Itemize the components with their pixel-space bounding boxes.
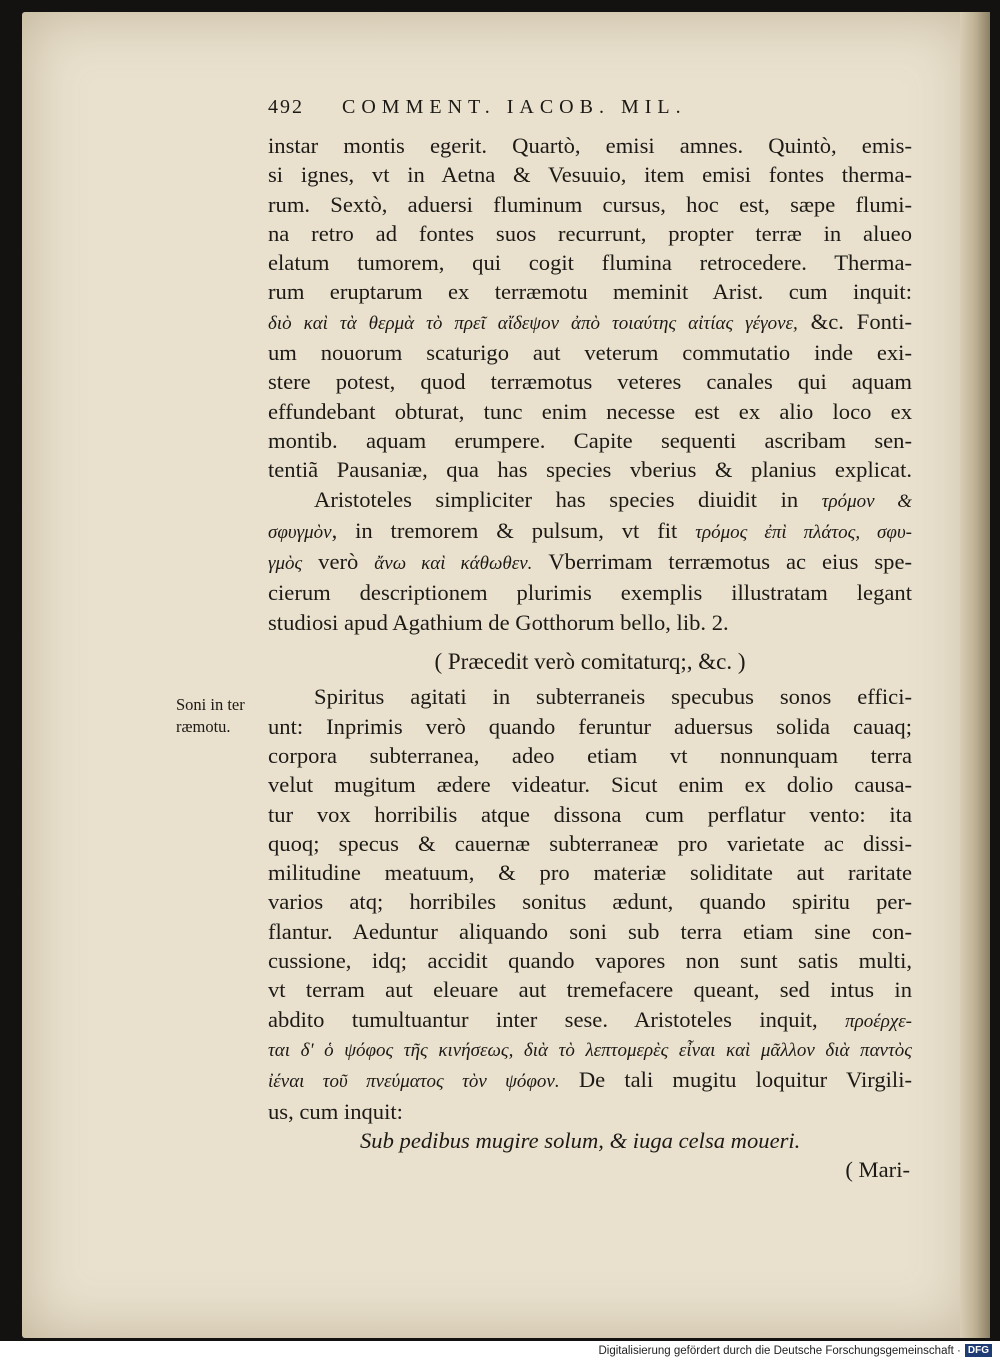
greek-quote: γμὸς xyxy=(268,553,303,575)
digitization-footer xyxy=(0,1341,1000,1362)
text-line: si ignes, vt in Aetna & Vesuuio, item emisi fontes therma- xyxy=(268,162,912,188)
text-line: corpora subterranea, adeo etiam vt nonnunquam terra xyxy=(268,742,912,768)
text-line: cierum descriptionem plurimis exemplis illustratam legant xyxy=(268,580,912,606)
text-line: studiosi apud Agathium de Gotthorum bello, lib. 2. xyxy=(268,609,729,635)
running-head xyxy=(268,96,828,119)
text-line: flantur. Aeduntur aliquando soni sub terra etiam sine con- xyxy=(268,918,912,944)
text-fragment: verò xyxy=(302,549,359,575)
text-line: rum. Sextò, aduersi fluminum cursus, hoc est, sæpe flumi- xyxy=(268,191,912,217)
greek-quote: τρόμον & xyxy=(821,490,912,512)
verse-quote: Sub pedibus mugire solum, & iuga celsa moueri. xyxy=(360,1127,801,1153)
greek-quote: διὸ καὶ τὰ θερμὰ τὸ πρεῖ αἴδεψον ἀπὸ τοιαύτης αἰτίας γέγονε, xyxy=(268,312,798,334)
text-line: elatum tumorem, qui cogit flumina retrocedere. Therma- xyxy=(268,250,912,276)
running-head-title: COMMENT. IACOB. MIL. xyxy=(342,96,687,118)
marginal-note xyxy=(176,694,276,738)
text-line: Spiritus agitati in subterraneis specubus sonos effici- xyxy=(314,684,912,710)
text-line: cussione, idq; accidit quando vapores non sunt satis multi, xyxy=(268,948,912,974)
text-fragment: De tali mugitu loquitur Virgili- xyxy=(559,1067,912,1093)
text-line: vt terram aut eleuare aut tremefacere queant, sed intus in xyxy=(268,977,912,1003)
text-line: um nouorum scaturigo aut veterum commutatio inde exi- xyxy=(268,340,912,366)
section-heading: ( Præcedit verò comitaturq;, &c. ) xyxy=(434,649,746,675)
text-fragment: , in tremorem & pulsum, vt fit xyxy=(331,517,678,543)
text-line: na retro ad fontes suos recurrunt, propter terræ in alueo xyxy=(268,220,912,246)
text-fragment: Aristoteles simpliciter has species diuidit in xyxy=(314,486,799,512)
footer-text: Digitalisierung gefördert durch die Deutsche Forschungsgemeinschaft · xyxy=(598,1345,961,1357)
text-fragment: Vberrimam terræmotus ac eius spe- xyxy=(532,549,913,575)
text-line: tentiã Pausaniæ, qua has species vberius & planius explicat. xyxy=(268,457,912,483)
text-line xyxy=(268,547,912,578)
text-line: us, cum inquit: xyxy=(268,1098,403,1124)
text-line: rum eruptarum ex terræmotu meminit Arist. cum inquit: xyxy=(268,279,912,305)
greek-quote: σφυγμὸν xyxy=(268,521,332,543)
text-line: instar montis egerit. Quartò, emisi amnes. Quintò, emis- xyxy=(268,133,912,158)
text-fragment: &c. Fonti- xyxy=(797,308,912,334)
text-line: quoq; specus & cauernæ subterraneæ pro varietate ac dissi- xyxy=(268,830,912,856)
text-line: effundebant obturat, tunc enim necesse est ex alio loco ex xyxy=(268,398,912,424)
text-line: velut mugitum ædere videatur. Sicut enim ex dolio causa- xyxy=(268,772,912,798)
catchword: ( Mari- xyxy=(845,1157,910,1183)
marginal-note-line: Soni in ter xyxy=(176,695,245,714)
text-line xyxy=(268,1005,912,1036)
dfg-logo: DFG xyxy=(965,1344,992,1357)
body-text xyxy=(268,131,912,1184)
text-line: unt: Inprimis verò quando feruntur aduersus solida cauaq; xyxy=(268,713,912,739)
greek-quote: τρόμος ἐπὶ πλάτος, σφυ- xyxy=(695,521,912,543)
text-line: varios atq; horribiles sonitus ædunt, quando spiritu per- xyxy=(268,889,912,915)
page-number: 492 xyxy=(268,96,304,118)
greek-quote: ἄνω καὶ κάθωθεν. xyxy=(374,553,533,575)
text-line: stere potest, quod terræmotus veteres canales qui aquam xyxy=(268,369,912,395)
text-line xyxy=(268,516,912,547)
greek-quote: προέρχε- xyxy=(845,1010,913,1032)
text-line: tur vox horribilis atque dissona cum perflatur vento: ita xyxy=(268,801,912,827)
text-line xyxy=(268,307,912,338)
greek-quote: ἰέναι τοῦ πνεύματος τὸν ψόφον. xyxy=(268,1071,560,1093)
page-edge xyxy=(960,12,990,1338)
text-line: montib. aquam erumpere. Capite sequenti ascribam sen- xyxy=(268,427,912,453)
greek-quote-line: ται δ' ὁ ψόφος τῆς κινήσεως, διὰ τὸ λεπτομερὲς εἶναι καὶ μᾶλλον διὰ παντὸς xyxy=(268,1039,912,1061)
text-fragment: abdito tumultuantur inter sese. Aristoteles inquit, xyxy=(268,1006,818,1032)
marginal-note-line: ræmotu. xyxy=(176,717,231,736)
text-line xyxy=(268,485,912,516)
text-line xyxy=(268,1065,912,1096)
text-line: militudine meatuum, & pro materiæ soliditate aut raritate xyxy=(268,860,912,886)
